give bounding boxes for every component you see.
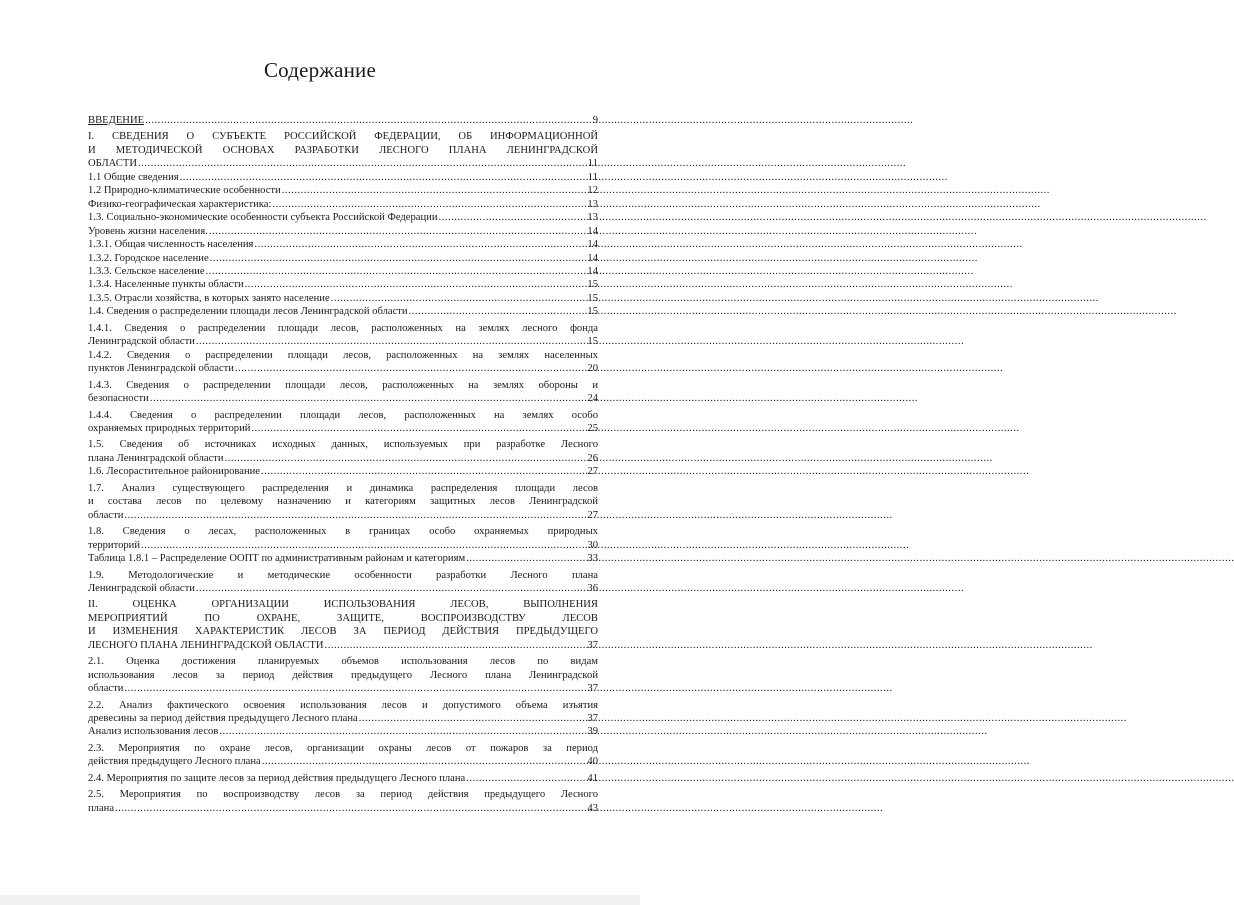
toc-entry-title: 1.1 Общие сведения xyxy=(88,171,179,183)
toc-entry xyxy=(88,409,598,436)
dot-leader xyxy=(245,278,587,291)
toc-entry-leader-line xyxy=(88,265,598,278)
toc-entry xyxy=(88,349,598,376)
toc-entry-title: 1.4. Сведения о распределении площади лесов Ленинградской области xyxy=(88,306,408,318)
dot-leader xyxy=(272,198,586,211)
toc-entry xyxy=(88,598,598,652)
toc-entry xyxy=(88,225,598,238)
dot-leader xyxy=(439,211,587,224)
toc-entry-page-number: 33 xyxy=(587,553,598,565)
toc-entry-leader-line xyxy=(88,114,598,127)
toc-entry-text-line: использования лесов за период действия предыдущего Лесного плана Ленинградской xyxy=(88,669,598,681)
toc-entry xyxy=(88,184,598,197)
toc-entry-leader-line xyxy=(88,552,598,565)
toc-entry-page-number: 15 xyxy=(587,306,598,318)
toc-entry xyxy=(88,438,598,465)
table-of-contents xyxy=(88,114,598,815)
toc-entry xyxy=(88,238,598,251)
toc-entry xyxy=(88,130,598,170)
toc-entry-page-number: 26 xyxy=(587,452,598,464)
toc-entry-leader-line xyxy=(88,725,598,738)
toc-entry xyxy=(88,379,598,406)
toc-entry-text-line: 1.7. Анализ существующего распределения и динамика распределения площади лесов xyxy=(88,482,598,494)
toc-entry xyxy=(88,525,598,552)
toc-entry xyxy=(88,265,598,278)
toc-entry-leader-line xyxy=(88,184,598,197)
toc-entry-page-number: 39 xyxy=(587,726,598,738)
dot-leader xyxy=(180,171,587,184)
toc-entry-text-line: И ИЗМЕНЕНИЯ ХАРАКТЕРИСТИК ЛЕСОВ ЗА ПЕРИОД ДЕЙСТВИЯ ПРЕДЫДУЩЕГО xyxy=(88,626,598,638)
dot-leader xyxy=(466,772,586,785)
toc-entry-title: 1.3.1. Общая численность населения xyxy=(88,239,254,251)
toc-entry-leader-line xyxy=(88,682,598,695)
dot-leader xyxy=(196,335,587,348)
toc-entry-leader-line xyxy=(88,225,598,238)
toc-entry-title: территорий xyxy=(88,539,141,551)
toc-entry-title: 2.4. Мероприятия по защите лесов за период действия предыдущего Лесного плана xyxy=(88,772,466,784)
toc-entry-leader-line xyxy=(88,465,598,478)
toc-entry xyxy=(88,552,598,565)
scan-bottom-edge xyxy=(0,895,640,905)
dot-leader xyxy=(115,802,586,815)
toc-entry-leader-line xyxy=(88,157,598,170)
toc-entry-text-line: МЕРОПРИЯТИЙ ПО ОХРАНЕ, ЗАЩИТЕ, ВОСПРОИЗВОДСТВУ ЛЕСОВ xyxy=(88,612,598,624)
toc-entry xyxy=(88,278,598,291)
toc-entry-leader-line xyxy=(88,422,598,435)
toc-entry-title: Анализ использования лесов xyxy=(88,726,219,738)
toc-entry-title: 1.3.4. Населенные пункты области xyxy=(88,279,244,291)
toc-entry-leader-line xyxy=(88,539,598,552)
toc-entry-title: безопасности xyxy=(88,393,149,405)
toc-entry xyxy=(88,252,598,265)
toc-entry xyxy=(88,725,598,738)
toc-entry-page-number: 40 xyxy=(587,756,598,768)
toc-entry-leader-line xyxy=(88,278,598,291)
toc-entry-title: действия предыдущего Лесного плана xyxy=(88,756,261,768)
toc-entry-leader-line xyxy=(88,335,598,348)
toc-entry-title: ЛЕСНОГО ПЛАНА ЛЕНИНГРАДСКОЙ ОБЛАСТИ xyxy=(88,639,324,651)
toc-entry-title: Физико-географическая характеристика: xyxy=(88,198,272,210)
dot-leader xyxy=(235,362,586,375)
toc-entry-text-line: 2.1. Оценка достижения планируемых объемов использования лесов по видам xyxy=(88,656,598,668)
toc-entry-title: пунктов Ленинградской области xyxy=(88,363,234,375)
toc-entry-text-line: 2.5. Мероприятия по воспроизводству лесов за период действия предыдущего Лесного xyxy=(88,789,598,801)
toc-entry-leader-line xyxy=(88,452,598,465)
toc-entry xyxy=(88,742,598,769)
dot-leader xyxy=(282,184,587,197)
toc-entry-page-number: 14 xyxy=(587,225,598,237)
toc-entry-leader-line xyxy=(88,252,598,265)
toc-entry-title: 1.3.3. Сельское население xyxy=(88,265,205,277)
toc-entry xyxy=(88,569,598,596)
dot-leader xyxy=(219,725,586,738)
toc-entry-text-line: 1.9. Методологические и методические особенности разработки Лесного плана xyxy=(88,569,598,581)
toc-entry-text-line: II. ОЦЕНКА ОРГАНИЗАЦИИ ИСПОЛЬЗОВАНИЯ ЛЕСОВ, ВЫПОЛНЕНИЯ xyxy=(88,599,598,611)
toc-entry-page-number: 14 xyxy=(587,265,598,277)
toc-entry-text-line: 1.4.4. Сведения о распределении площади лесов, расположенных на землях особо xyxy=(88,409,598,421)
dot-leader xyxy=(251,422,586,435)
toc-entry xyxy=(88,788,598,815)
dot-leader xyxy=(124,509,586,522)
dot-leader xyxy=(209,225,587,238)
dot-leader xyxy=(196,582,587,595)
toc-entry-leader-line xyxy=(88,198,598,211)
toc-entry xyxy=(88,292,598,305)
toc-entry-text-line: 1.4.1. Сведения о распределении площади лесов, расположенных на землях лесного фонда xyxy=(88,322,598,334)
toc-entry-text-line: 1.5. Сведения об источниках исходных данных, используемых при разработке Лесного xyxy=(88,439,598,451)
toc-entry-title: Ленинградской области xyxy=(88,582,195,594)
toc-entry-page-number: 11 xyxy=(587,171,598,183)
toc-entry xyxy=(88,305,598,318)
toc-entry-leader-line xyxy=(88,171,598,184)
dot-leader xyxy=(254,238,586,251)
toc-entry xyxy=(88,211,598,224)
toc-entry-leader-line xyxy=(88,712,598,725)
toc-entry xyxy=(88,322,598,349)
toc-entry-leader-line xyxy=(88,802,598,815)
page-title: Содержание xyxy=(263,58,377,82)
toc-entry-page-number: 30 xyxy=(587,539,598,551)
toc-entry-page-number: 25 xyxy=(587,422,598,434)
toc-entry xyxy=(88,198,598,211)
toc-entry-text-line: 2.3. Мероприятия по охране лесов, организации охраны лесов от пожаров за период xyxy=(88,742,598,754)
toc-entry-page-number: 41 xyxy=(587,772,598,784)
dot-leader xyxy=(210,252,587,265)
toc-entry-title: 1.2 Природно-климатические особенности xyxy=(88,185,281,197)
dot-leader xyxy=(409,305,587,318)
toc-entry-title: Уровень жизни населения. xyxy=(88,225,208,237)
toc-entry-page-number: 36 xyxy=(587,582,598,594)
toc-entry-page-number: 27 xyxy=(587,509,598,521)
toc-entry-title: области xyxy=(88,683,124,695)
toc-entry xyxy=(88,171,598,184)
toc-entry-title: Таблица 1.8.1 – Распределение ООПТ по административным районам и категориям xyxy=(88,553,466,565)
dot-leader xyxy=(261,465,586,478)
dot-leader xyxy=(225,452,587,465)
toc-entry-title: плана Ленинградской области xyxy=(88,452,224,464)
toc-entry-text-line: 1.8. Сведения о лесах, расположенных в границах особо охраняемых природных xyxy=(88,526,598,538)
toc-entry-text-line: I. СВЕДЕНИЯ О СУБЪЕКТЕ РОССИЙСКОЙ ФЕДЕРАЦИИ, ОБ ИНФОРМАЦИОННОЙ xyxy=(88,131,598,143)
toc-entry-page-number: 13 xyxy=(587,198,598,210)
toc-entry-text-line: 1.4.2. Сведения о распределении площади лесов, расположенных на землях населенных xyxy=(88,349,598,361)
dot-leader xyxy=(138,157,587,170)
toc-entry-leader-line xyxy=(88,292,598,305)
dot-leader xyxy=(325,639,587,652)
dot-leader xyxy=(466,552,586,565)
toc-entry-text-line: и состава лесов по целевому назначению и категориям защитных лесов Ленинградской xyxy=(88,496,598,508)
toc-entry-page-number: 43 xyxy=(587,802,598,814)
dot-leader xyxy=(359,712,587,725)
toc-entry xyxy=(88,699,598,726)
toc-entry-page-number: 15 xyxy=(587,279,598,291)
toc-entry-page-number: 9 xyxy=(592,115,598,126)
toc-entry-page-number: 14 xyxy=(587,252,598,264)
toc-entry xyxy=(88,114,598,127)
toc-entry-leader-line xyxy=(88,305,598,318)
toc-entry-title: 1.6. Лесорастительное районирование xyxy=(88,466,261,478)
toc-entry-page-number: 15 xyxy=(587,336,598,348)
toc-entry-leader-line xyxy=(88,238,598,251)
dot-leader xyxy=(331,292,587,305)
toc-entry-leader-line xyxy=(88,772,598,785)
toc-entry-title: 1.3.5. Отрасли хозяйства, в которых занято население xyxy=(88,292,330,304)
toc-entry-page-number: 14 xyxy=(587,239,598,251)
dot-leader xyxy=(145,114,592,127)
toc-entry-text-line: 2.2. Анализ фактического освоения использования лесов и допустимого объема изъятия xyxy=(88,699,598,711)
dot-leader xyxy=(141,539,586,552)
toc-entry-title: Ленинградской области xyxy=(88,336,195,348)
toc-entry-leader-line xyxy=(88,509,598,522)
toc-entry-text-line: И МЕТОДИЧЕСКОЙ ОСНОВАХ РАЗРАБОТКИ ЛЕСНОГО ПЛАНА ЛЕНИНГРАДСКОЙ xyxy=(88,144,598,156)
toc-entry-leader-line xyxy=(88,362,598,375)
toc-entry xyxy=(88,655,598,695)
toc-entry-page-number: 15 xyxy=(587,292,598,304)
toc-entry-title: области xyxy=(88,509,124,521)
dot-leader xyxy=(206,265,587,278)
toc-entry-leader-line xyxy=(88,755,598,768)
toc-entry-page-number: 37 xyxy=(587,683,598,695)
toc-entry-page-number: 11 xyxy=(587,158,598,170)
toc-entry-text-line: 1.4.3. Сведения о распределении площади лесов, расположенных на землях обороны и xyxy=(88,379,598,391)
toc-entry xyxy=(88,482,598,522)
toc-entry-leader-line xyxy=(88,639,598,652)
toc-entry-page-number: 20 xyxy=(587,363,598,375)
toc-entry xyxy=(88,465,598,478)
toc-entry-leader-line xyxy=(88,211,598,224)
toc-entry-page-number: 12 xyxy=(587,185,598,197)
dot-leader xyxy=(124,682,586,695)
toc-entry-title: ВВЕДЕНИЕ xyxy=(88,115,145,126)
toc-entry-leader-line xyxy=(88,392,598,405)
toc-entry xyxy=(88,772,598,785)
toc-entry-page-number: 27 xyxy=(587,466,598,478)
toc-entry-title: 1.3. Социально-экономические особенности субъекта Российской Федерации xyxy=(88,212,438,224)
toc-entry-title: охраняемых природных территорий xyxy=(88,422,251,434)
toc-entry-page-number: 37 xyxy=(587,713,598,725)
toc-entry-title: ОБЛАСТИ xyxy=(88,158,137,170)
toc-entry-leader-line xyxy=(88,582,598,595)
toc-entry-title: плана xyxy=(88,802,115,814)
toc-entry-title: 1.3.2. Городское население xyxy=(88,252,209,264)
toc-entry-title: древесины за период действия предыдущего Лесного плана xyxy=(88,713,358,725)
dot-leader xyxy=(150,392,587,405)
dot-leader xyxy=(262,755,587,768)
toc-entry-page-number: 37 xyxy=(587,639,598,651)
toc-entry-page-number: 24 xyxy=(587,393,598,405)
toc-entry-page-number: 13 xyxy=(587,212,598,224)
